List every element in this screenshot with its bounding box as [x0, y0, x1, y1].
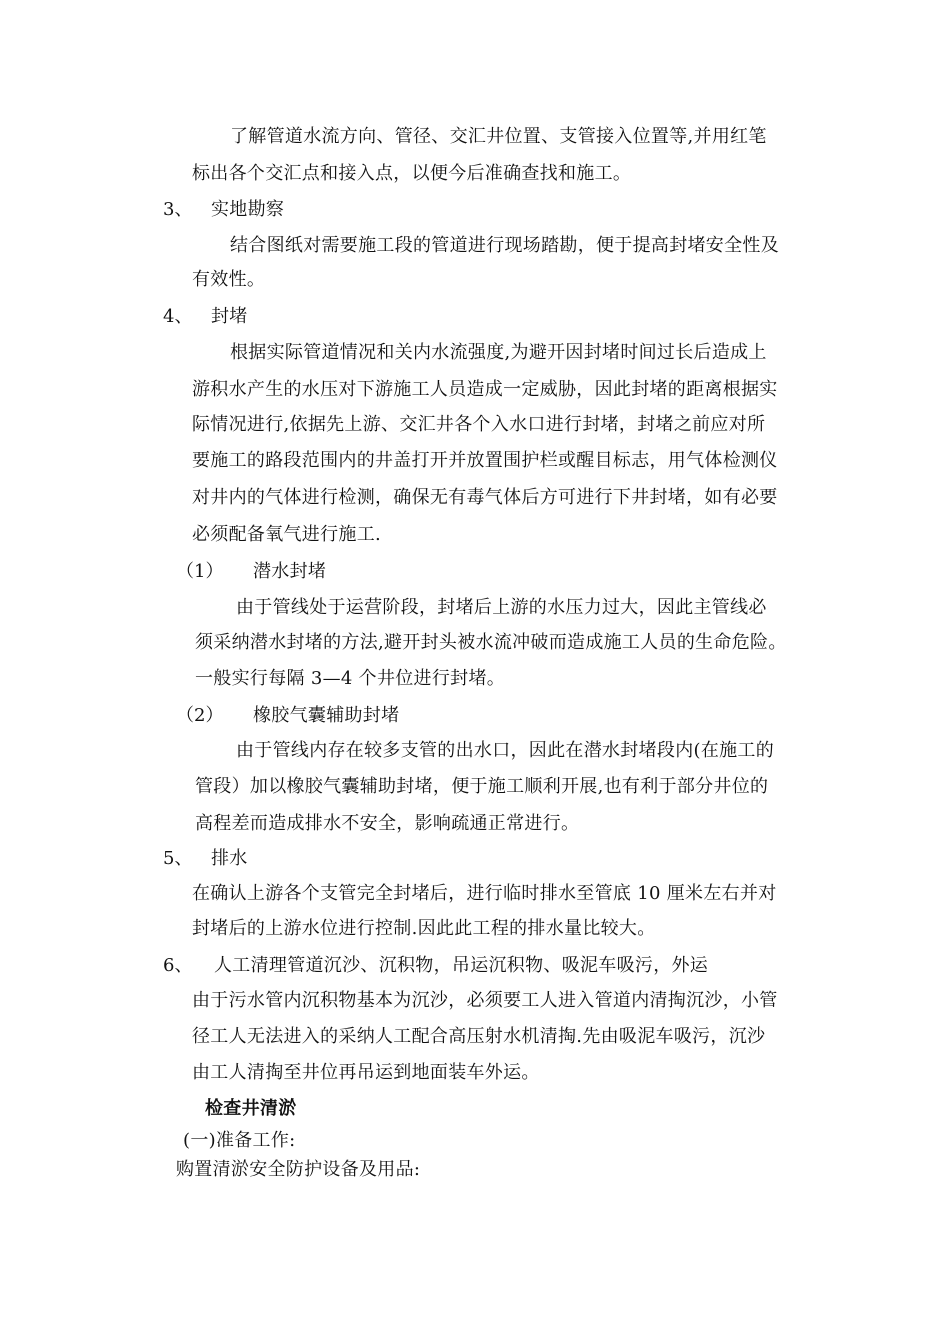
section-4-line-5: 对井内的气体进行检测，确保无有毒气体后方可进行下井封堵，如有必要: [192, 487, 778, 508]
subsection-1-heading: 潜水封堵: [253, 561, 327, 582]
section-5-number: 5、: [163, 848, 193, 869]
section-5-line-1: 在确认上游各个支管完全封堵后，进行临时排水至管底 10 厘米左右并对: [192, 883, 777, 904]
section-4-line-3: 际情况进行,依据先上游、交汇井各个入水口进行封堵，封堵之前应对所: [192, 414, 766, 435]
subsection-2-number: （2）: [176, 705, 224, 726]
subsection-1-line-3: 一般实行每隔 3—4 个井位进行封堵。: [195, 668, 506, 689]
section-4-line-2: 游积水产生的水压对下游施工人员造成一定威胁，因此封堵的距离根据实: [192, 379, 778, 400]
section-3-line-2: 有效性。: [192, 269, 266, 290]
section-4-number: 4、: [163, 306, 193, 327]
section-6-line-2: 径工人无法进入的采纳人工配合高压射水机清掏.先由吸泥车吸污，沉沙: [192, 1026, 766, 1047]
purchase-line: 购置清淤安全防护设备及用品:: [176, 1159, 421, 1180]
section-6-line-1: 由于污水管内沉积物基本为沉沙，必须要工人进入管道内清掏沉沙，小管: [192, 990, 778, 1011]
section-4-heading: 封堵: [211, 306, 248, 327]
section-3-number: 3、: [163, 199, 193, 220]
section-3-heading: 实地勘察: [211, 199, 285, 220]
section-6-number: 6、: [163, 955, 193, 976]
subsection-2-line-2: 管段）加以橡胶气囊辅助封堵，便于施工顺利开展,也有利于部分井位的: [195, 776, 769, 797]
section-6-heading: 人工清理管道沉沙、沉积物，吊运沉积物、吸泥车吸污，外运: [214, 955, 709, 976]
subsection-1-line-2: 须采纳潜水封堵的方法,避开封头被水流冲破而造成施工人员的生命危险。: [195, 632, 787, 653]
intro-line-2: 标出各个交汇点和接入点，以便今后准确查找和施工。: [192, 163, 632, 184]
subsection-1-number: （1）: [176, 561, 224, 582]
subsection-2-heading: 橡胶气囊辅助封堵: [253, 705, 400, 726]
subsection-2-line-3: 高程差而造成排水不安全，影响疏通正常进行。: [195, 813, 580, 834]
section-4-line-6: 必须配备氧气进行施工.: [192, 524, 382, 545]
section-3-line-1: 结合图纸对需要施工段的管道进行现场踏勘，便于提高封堵安全性及: [230, 235, 779, 256]
inspection-heading: 检查井清淤: [205, 1098, 297, 1119]
subsection-1-line-1: 由于管线处于运营阶段，封堵后上游的水压力过大，因此主管线必: [236, 597, 767, 618]
section-5-heading: 排水: [211, 848, 248, 869]
subsection-2-line-1: 由于管线内存在较多支管的出水口，因此在潜水封堵段内(在施工的: [236, 740, 775, 761]
intro-line-1: 了解管道水流方向、管径、交汇井位置、支管接入位置等,并用红笔: [230, 126, 767, 147]
preparation-heading: (一)准备工作:: [183, 1130, 296, 1151]
section-4-line-4: 要施工的路段范围内的井盖打开并放置围护栏或醒目标志，用气体检测仪: [192, 450, 778, 471]
section-5-line-2: 封堵后的上游水位进行控制.因此此工程的排水量比较大。: [192, 918, 656, 939]
section-4-line-1: 根据实际管道情况和关内水流强度,为避开因封堵时间过长后造成上: [230, 342, 767, 363]
section-6-line-3: 由工人清掏至井位再吊运到地面装车外运。: [192, 1062, 540, 1083]
